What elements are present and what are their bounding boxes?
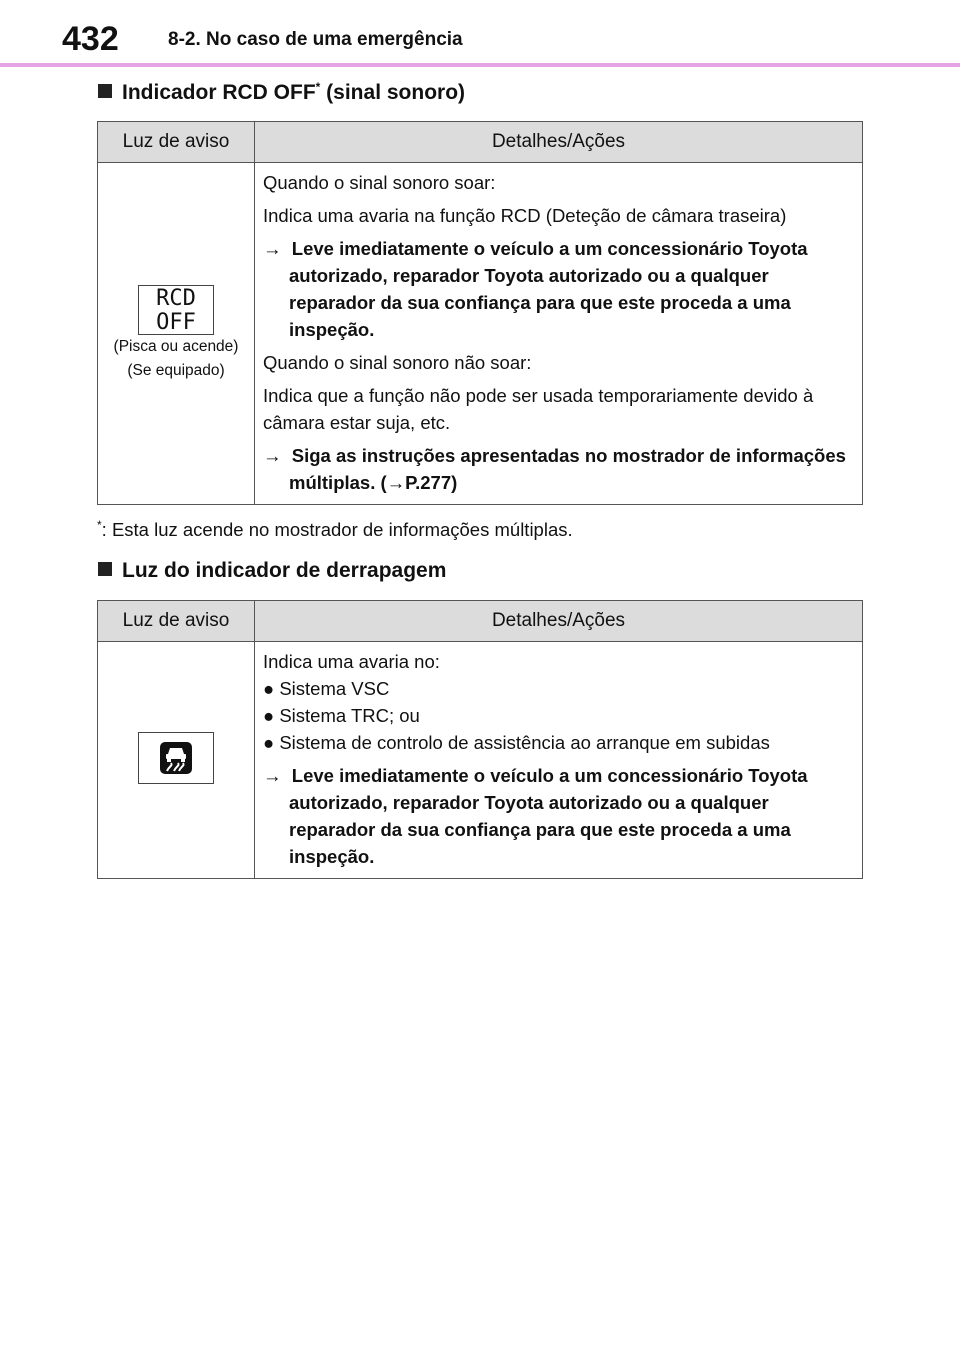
- detail-text: Indica uma avaria na função RCD (Deteção de câmara traseira): [263, 205, 787, 226]
- list-item: ● Sistema TRC; ou: [263, 705, 420, 726]
- col-header-details: Detalhes/Ações: [255, 122, 863, 163]
- icon-note-blink: (Pisca ou acende): [113, 337, 239, 355]
- page-number: 432: [62, 20, 119, 58]
- warning-light-cell: [98, 163, 255, 505]
- col-header-warning-light: Luz de aviso: [98, 122, 255, 163]
- arrow-icon: →: [263, 238, 282, 259]
- action-text: → Leve imediatamente o veículo a um concessionário Toyota autorizado, reparador Toyota autorizado ou a qualquer reparador da sua confiança para que este proceda a uma inspeção.: [263, 238, 808, 340]
- square-bullet-icon: [98, 562, 112, 576]
- header-rule: [0, 63, 960, 67]
- footnote: *: Esta luz acende no mostrador de informações múltiplas.: [97, 518, 573, 541]
- table-row: [98, 642, 863, 879]
- page-reference-link[interactable]: P.277: [405, 472, 452, 493]
- section-heading-skid: Luz do indicador de derrapagem: [98, 559, 446, 583]
- bullet-icon: ●: [263, 732, 275, 753]
- col-header-warning-light: Luz de aviso: [98, 601, 255, 642]
- detail-text: Indica que a função não pode ser usada temporariamente devido à câmara estar suja, etc.: [263, 385, 814, 433]
- page-header: [0, 0, 960, 64]
- icon-note-equipped: (Se equipado): [127, 361, 225, 379]
- chapter-title: 8-2. No caso de uma emergência: [168, 29, 463, 50]
- action-text: → Siga as instruções apresentadas no mostrador de informações múltiplas. (→P.277): [263, 445, 846, 493]
- detail-text: Indica uma avaria no:: [263, 651, 440, 672]
- warning-light-cell: [98, 642, 255, 879]
- table-row: [98, 163, 863, 505]
- skid-indicator-icon: [138, 732, 214, 784]
- skid-indicator-table: [97, 600, 863, 879]
- bullet-icon: ●: [263, 705, 275, 726]
- bullet-icon: ●: [263, 678, 275, 699]
- detail-text: Quando o sinal sonoro não soar:: [263, 352, 532, 373]
- col-header-details: Detalhes/Ações: [255, 601, 863, 642]
- rcd-off-table: [97, 121, 863, 505]
- square-bullet-icon: [98, 84, 112, 98]
- arrow-icon: →: [386, 472, 406, 493]
- rcd-off-icon: RCD OFF: [138, 285, 214, 335]
- details-cell: [255, 642, 863, 879]
- detail-text: Quando o sinal sonoro soar:: [263, 172, 496, 193]
- list-item: ● Sistema VSC: [263, 678, 390, 699]
- arrow-icon: →: [263, 765, 282, 786]
- list-item: ● Sistema de controlo de assistência ao arranque em subidas: [263, 732, 770, 753]
- section-heading-rcd-off: Indicador RCD OFF* (sinal sonoro): [98, 80, 465, 105]
- table-header-row: [98, 601, 863, 642]
- arrow-icon: →: [263, 445, 282, 466]
- table-header-row: [98, 122, 863, 163]
- action-text: → Leve imediatamente o veículo a um concessionário Toyota autorizado, reparador Toyota autorizado ou a qualquer reparador da sua confiança para que este proceda a uma inspeção.: [263, 765, 808, 867]
- details-cell: [255, 163, 863, 505]
